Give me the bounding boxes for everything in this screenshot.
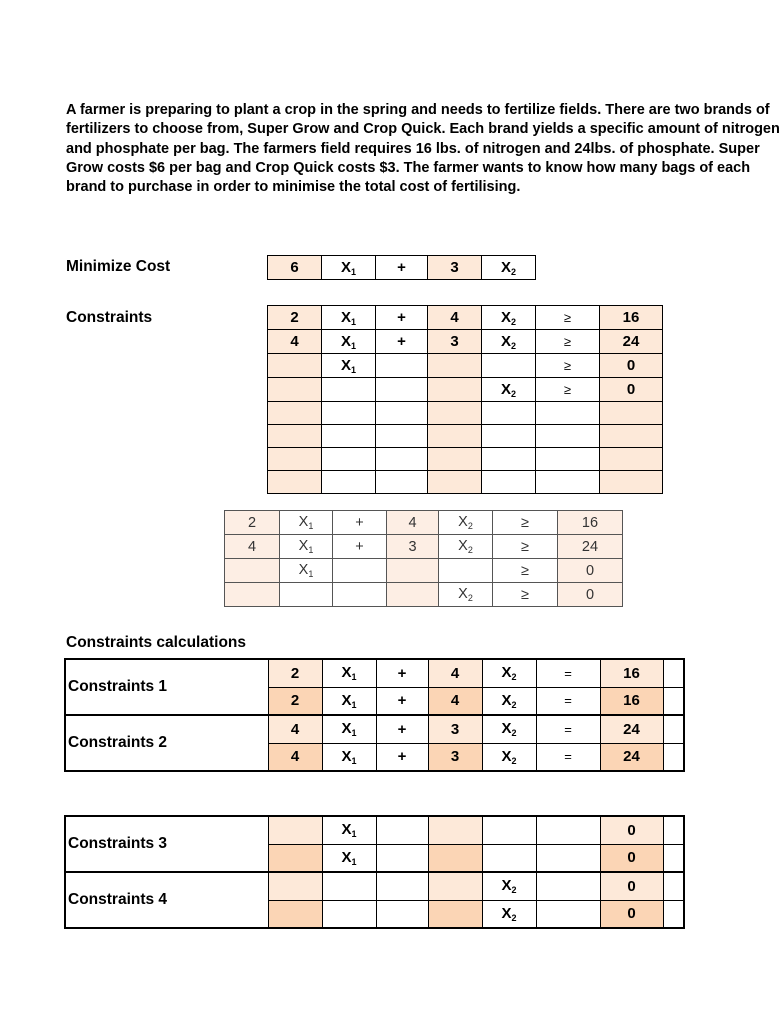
variable-x2: $X_2$ [482, 378, 536, 402]
rhs-value[interactable]: 24 [600, 330, 663, 354]
variable-x2 [482, 354, 536, 378]
variable-x1: $X_1$ [280, 535, 333, 559]
table-row [268, 330, 663, 354]
table-row [268, 354, 663, 378]
empty-cell[interactable] [600, 402, 663, 425]
relation-sign: ≥ [536, 330, 600, 354]
empty-cell[interactable] [536, 471, 600, 494]
empty-cell[interactable] [268, 448, 322, 471]
variable-x1: $X_1$ [322, 816, 376, 844]
problem-statement [66, 101, 780, 201]
empty-row [268, 448, 663, 471]
empty-cell[interactable] [322, 425, 376, 448]
empty-cell[interactable] [376, 448, 428, 471]
empty-cell[interactable] [268, 425, 322, 448]
variable-x2: $X_2$ [482, 330, 536, 354]
variable-x1: $X_1$ [322, 659, 376, 687]
empty-row [268, 471, 663, 494]
cost-coefficient-1[interactable]: 6 [268, 256, 322, 280]
coefficient-b[interactable]: 4 [428, 306, 482, 330]
rhs-value[interactable]: 16 [600, 659, 663, 687]
coefficient-a[interactable] [225, 583, 280, 607]
coefficient-b[interactable]: 3 [428, 330, 482, 354]
calculations-group-1 [64, 658, 685, 772]
rhs-value[interactable]: 0 [600, 378, 663, 402]
coefficient-a[interactable] [268, 354, 322, 378]
operator: + [376, 743, 428, 771]
constraints-table [267, 305, 663, 494]
empty-cell[interactable] [376, 471, 428, 494]
relation-sign: ≥ [536, 354, 600, 378]
spare-cell [663, 715, 684, 743]
coefficient-a[interactable]: 2 [268, 687, 322, 715]
variable-x2 [482, 816, 536, 844]
variable-x1: $X_1$ [280, 559, 333, 583]
coefficient-b[interactable]: 4 [428, 659, 482, 687]
variable-x1 [280, 583, 333, 607]
constraint-name: Constraints 3 [65, 816, 268, 872]
table-row [225, 535, 623, 559]
coefficient-a[interactable] [268, 816, 322, 844]
calculation-row [65, 816, 684, 844]
minimize-cost-label: Minimize Cost [66, 258, 171, 275]
variable-x1: $X_1$ [322, 715, 376, 743]
empty-cell[interactable] [482, 448, 536, 471]
variable-x2: $X_2$ [482, 687, 536, 715]
calculations-label: Constraints calculations [66, 634, 247, 651]
variable-x2: $X_2$ [482, 872, 536, 900]
rhs-value[interactable]: 16 [558, 511, 623, 535]
table-row [268, 306, 663, 330]
calculations-group-2 [64, 815, 685, 929]
relation-sign [536, 844, 600, 872]
spare-cell [663, 743, 684, 771]
variable-x1: $X_1$ [322, 256, 376, 280]
coefficient-a[interactable]: 4 [268, 715, 322, 743]
variable-x1 [322, 872, 376, 900]
problem-line: Grow costs $6 per bag and Crop Quick costs $3. The farmer wants to know how many bags of each [66, 159, 751, 176]
empty-row [268, 425, 663, 448]
variable-x1: $X_1$ [322, 844, 376, 872]
variable-x2: $X_2$ [482, 715, 536, 743]
empty-cell[interactable] [322, 402, 376, 425]
coefficient-a[interactable]: 4 [268, 743, 322, 771]
rhs-value[interactable]: 0 [600, 816, 663, 844]
operator [376, 354, 428, 378]
variable-x2: $X_2$ [482, 900, 536, 928]
operator: + [376, 330, 428, 354]
variable-x2: $X_2$ [439, 583, 493, 607]
relation-sign: = [536, 715, 600, 743]
empty-cell[interactable] [600, 471, 663, 494]
constraint-name: Constraints 1 [65, 659, 268, 715]
empty-cell[interactable] [536, 402, 600, 425]
operator: + [333, 511, 387, 535]
calculation-row [65, 872, 684, 900]
empty-cell[interactable] [428, 448, 482, 471]
relation-sign [536, 900, 600, 928]
rhs-value[interactable]: 0 [600, 872, 663, 900]
empty-cell[interactable] [482, 425, 536, 448]
variable-x1: $X_1$ [280, 511, 333, 535]
coefficient-b[interactable] [428, 872, 482, 900]
empty-cell[interactable] [536, 448, 600, 471]
coefficient-b[interactable] [428, 844, 482, 872]
coefficient-a[interactable] [225, 559, 280, 583]
empty-cell[interactable] [376, 402, 428, 425]
constraint-name: Constraints 4 [65, 872, 268, 928]
variable-x2: $X_2$ [482, 659, 536, 687]
constraints-label: Constraints [66, 309, 153, 326]
calculation-row [65, 659, 684, 687]
relation-sign: = [536, 743, 600, 771]
relation-sign: ≥ [493, 535, 558, 559]
operator [333, 559, 387, 583]
rhs-value[interactable]: 0 [558, 559, 623, 583]
rhs-value[interactable]: 0 [600, 900, 663, 928]
problem-line: A farmer is preparing to plant a crop in the spring and needs to fertilize fields. There are two brands of [66, 102, 770, 118]
operator [376, 844, 428, 872]
coefficient-b[interactable] [428, 900, 482, 928]
objective-table [267, 255, 536, 280]
table-row [225, 559, 623, 583]
empty-row [268, 402, 663, 425]
empty-cell[interactable] [536, 425, 600, 448]
variable-x1: $X_1$ [322, 687, 376, 715]
table-row [268, 378, 663, 402]
spare-cell [663, 687, 684, 715]
variable-x1 [322, 378, 376, 402]
empty-cell[interactable] [322, 471, 376, 494]
coefficient-a[interactable]: 2 [225, 511, 280, 535]
operator: + [333, 535, 387, 559]
empty-cell[interactable] [428, 425, 482, 448]
variable-x2 [439, 559, 493, 583]
variable-x2 [482, 844, 536, 872]
spare-cell [663, 900, 684, 928]
constraints-copy-table [224, 510, 623, 607]
coefficient-a[interactable] [268, 378, 322, 402]
coefficient-b[interactable] [428, 354, 482, 378]
rhs-value[interactable]: 24 [558, 535, 623, 559]
coefficient-b[interactable]: 4 [428, 687, 482, 715]
operator [376, 378, 428, 402]
variable-x2: $X_2$ [482, 256, 536, 280]
spare-cell [663, 816, 684, 844]
relation-sign: ≥ [536, 306, 600, 330]
empty-cell[interactable] [322, 448, 376, 471]
coefficient-a[interactable]: 4 [268, 330, 322, 354]
empty-cell[interactable] [376, 425, 428, 448]
problem-line: and phosphate per bag. The farmers field requires 16 lbs. of nitrogen and 24lbs. of phosphate. Super [66, 140, 760, 157]
rhs-value[interactable]: 0 [600, 354, 663, 378]
operator [376, 900, 428, 928]
variable-x2: $X_2$ [482, 306, 536, 330]
empty-cell[interactable] [268, 402, 322, 425]
empty-cell[interactable] [428, 402, 482, 425]
operator: + [376, 715, 428, 743]
operator: + [376, 659, 428, 687]
variable-x1 [322, 900, 376, 928]
relation-sign: ≥ [493, 511, 558, 535]
variable-x1: $X_1$ [322, 330, 376, 354]
coefficient-a[interactable] [268, 872, 322, 900]
coefficient-b[interactable]: 4 [387, 511, 439, 535]
cost-coefficient-2[interactable]: 3 [428, 256, 482, 280]
relation-sign [536, 872, 600, 900]
variable-x2: $X_2$ [482, 743, 536, 771]
coefficient-a[interactable]: 2 [268, 659, 322, 687]
coefficient-b[interactable] [428, 378, 482, 402]
empty-cell[interactable] [428, 471, 482, 494]
rhs-value[interactable]: 0 [558, 583, 623, 607]
variable-x1: $X_1$ [322, 743, 376, 771]
problem-line: brand to purchase in order to minimise the total cost of fertilising. [66, 179, 521, 196]
rhs-value[interactable]: 16 [600, 687, 663, 715]
table-row [225, 511, 623, 535]
coefficient-a[interactable] [268, 900, 322, 928]
variable-x2: $X_2$ [439, 511, 493, 535]
coefficient-a[interactable] [268, 844, 322, 872]
coefficient-b[interactable] [428, 816, 482, 844]
relation-sign: = [536, 687, 600, 715]
coefficient-a[interactable]: 2 [268, 306, 322, 330]
coefficient-b[interactable]: 3 [428, 715, 482, 743]
variable-x2: $X_2$ [439, 535, 493, 559]
rhs-value[interactable]: 24 [600, 715, 663, 743]
relation-sign [536, 816, 600, 844]
operator: + [376, 687, 428, 715]
empty-cell[interactable] [482, 471, 536, 494]
relation-sign: ≥ [536, 378, 600, 402]
coefficient-b[interactable] [387, 583, 439, 607]
operator [376, 816, 428, 844]
empty-cell[interactable] [600, 425, 663, 448]
relation-sign: = [536, 659, 600, 687]
operator [376, 872, 428, 900]
spare-cell [663, 659, 684, 687]
spare-cell [663, 872, 684, 900]
coefficient-b[interactable]: 3 [428, 743, 482, 771]
objective-row [268, 256, 536, 280]
operator: + [376, 306, 428, 330]
coefficient-a[interactable]: 4 [225, 535, 280, 559]
operator [333, 583, 387, 607]
coefficient-b[interactable]: 3 [387, 535, 439, 559]
rhs-value[interactable]: 24 [600, 743, 663, 771]
operator: + [376, 256, 428, 280]
spare-cell [663, 844, 684, 872]
rhs-value[interactable]: 0 [600, 844, 663, 872]
calculation-row [65, 715, 684, 743]
problem-line: fertilizers to choose from, Super Grow and Crop Quick. Each brand yields a specific amount of nitrogen [66, 121, 780, 138]
variable-x1: $X_1$ [322, 354, 376, 378]
relation-sign: ≥ [493, 559, 558, 583]
rhs-value[interactable]: 16 [600, 306, 663, 330]
empty-cell[interactable] [600, 448, 663, 471]
variable-x1: $X_1$ [322, 306, 376, 330]
coefficient-b[interactable] [387, 559, 439, 583]
table-row [225, 583, 623, 607]
relation-sign: ≥ [493, 583, 558, 607]
constraint-name: Constraints 2 [65, 715, 268, 771]
empty-cell[interactable] [482, 402, 536, 425]
empty-cell[interactable] [268, 471, 322, 494]
